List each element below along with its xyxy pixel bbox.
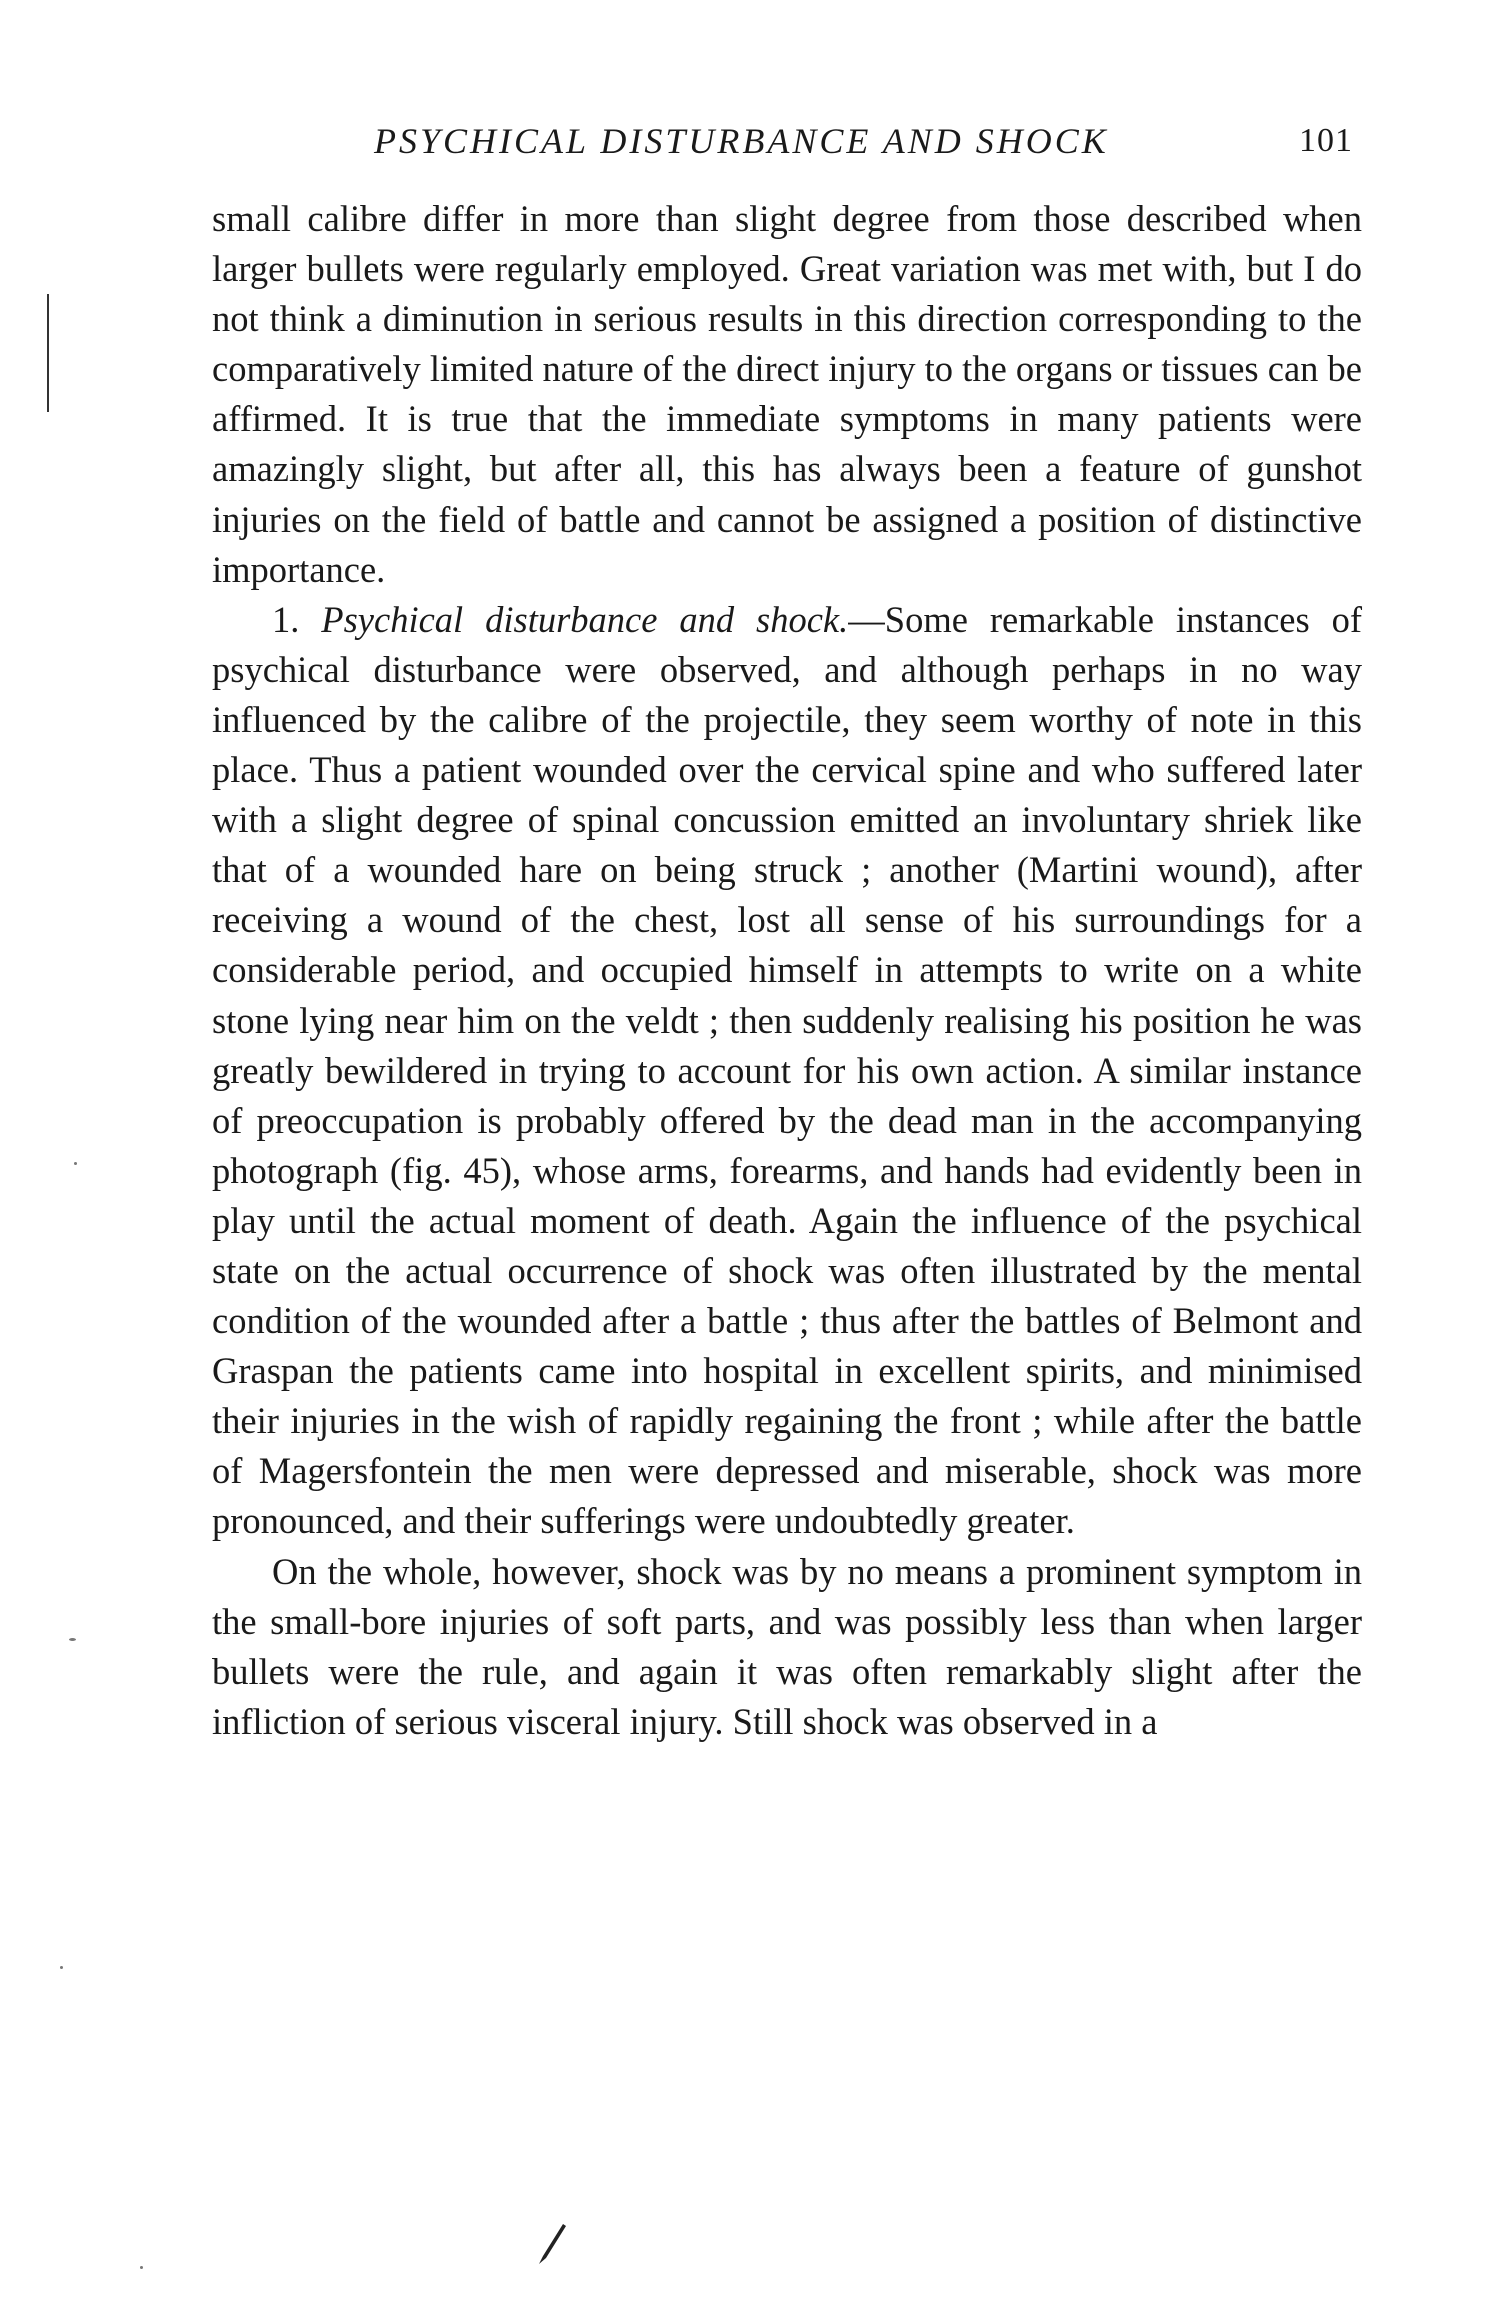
speck [60,1966,63,1969]
speck [69,1638,76,1641]
section-heading: Psychical disturbance and shock. [321,598,849,640]
paragraph-psychical-disturbance [212,595,1362,1547]
margin-mark [47,294,49,412]
running-head [212,112,1362,172]
section-number: 1. [272,598,322,640]
running-title: PSYCHICAL DISTURBANCE AND SHOCK [374,121,1109,161]
body-text [212,194,1362,1747]
page-number: 101 [1299,122,1353,159]
pen-stroke-mark [533,2218,573,2268]
paragraph-continuation: small calibre differ in more than slight degree from those described when larger bullets were regularly employed. Great variation was met with, but I do not think a diminution in serious results in this direction corresponding to the comparatively limited nature of the direct injury to the organs or tissues can be affirmed. It is true that the immediate symptoms in many patients were amazingly slight, but after all, this has always been a feature of gunshot injuries on the field of battle and cannot be assigned a position of distinctive importance. [212,198,1362,590]
speck [140,2266,143,2269]
section-text: —Some remarkable instances of psychical disturbance were observed, and although perhaps in no way influenced by the calibre of the projectile, they seem worthy of note in this place. Thus a patient wounded over the cervical spine and who suffered later with a slight degree of spinal concussion emitted an involuntary shriek like that of a wounded hare on being struck ; another (Martini wound), after receiving a wound of the chest, lost all sense of his surroundings for a considerable period, and occupied himself in attempts to write on a white stone lying near him on the veldt ; then suddenly realising his position he was greatly bewildered in trying to account for his own action. A similar instance of preoccupation is probably offered by the dead man in the accompanying photograph (fig. 45), whose arms, forearms, and hands had evidently been in play until the actual moment of death. Again the influence of the psychical state on the actual occurrence of shock was often illustrated by the mental condition of the wounded after a battle ; thus after the battles of Belmont and Graspan the patients came into hospital in excellent spirits, and minimised their injuries in the wish of rapidly regaining the front ; while after the battle of Magersfontein the men were depressed and miserable, shock was more pronounced, and their sufferings were undoubtedly greater. [212,598,1362,1542]
speck [74,1162,77,1165]
paragraph-shock-summary: On the whole, however, shock was by no means a prominent symptom in the small-bore injuries of soft parts, and was possibly less than when larger bullets were the rule, and again it was often remarkably slight after the infliction of serious visceral injury. Still shock was observed in a [212,1550,1362,1742]
